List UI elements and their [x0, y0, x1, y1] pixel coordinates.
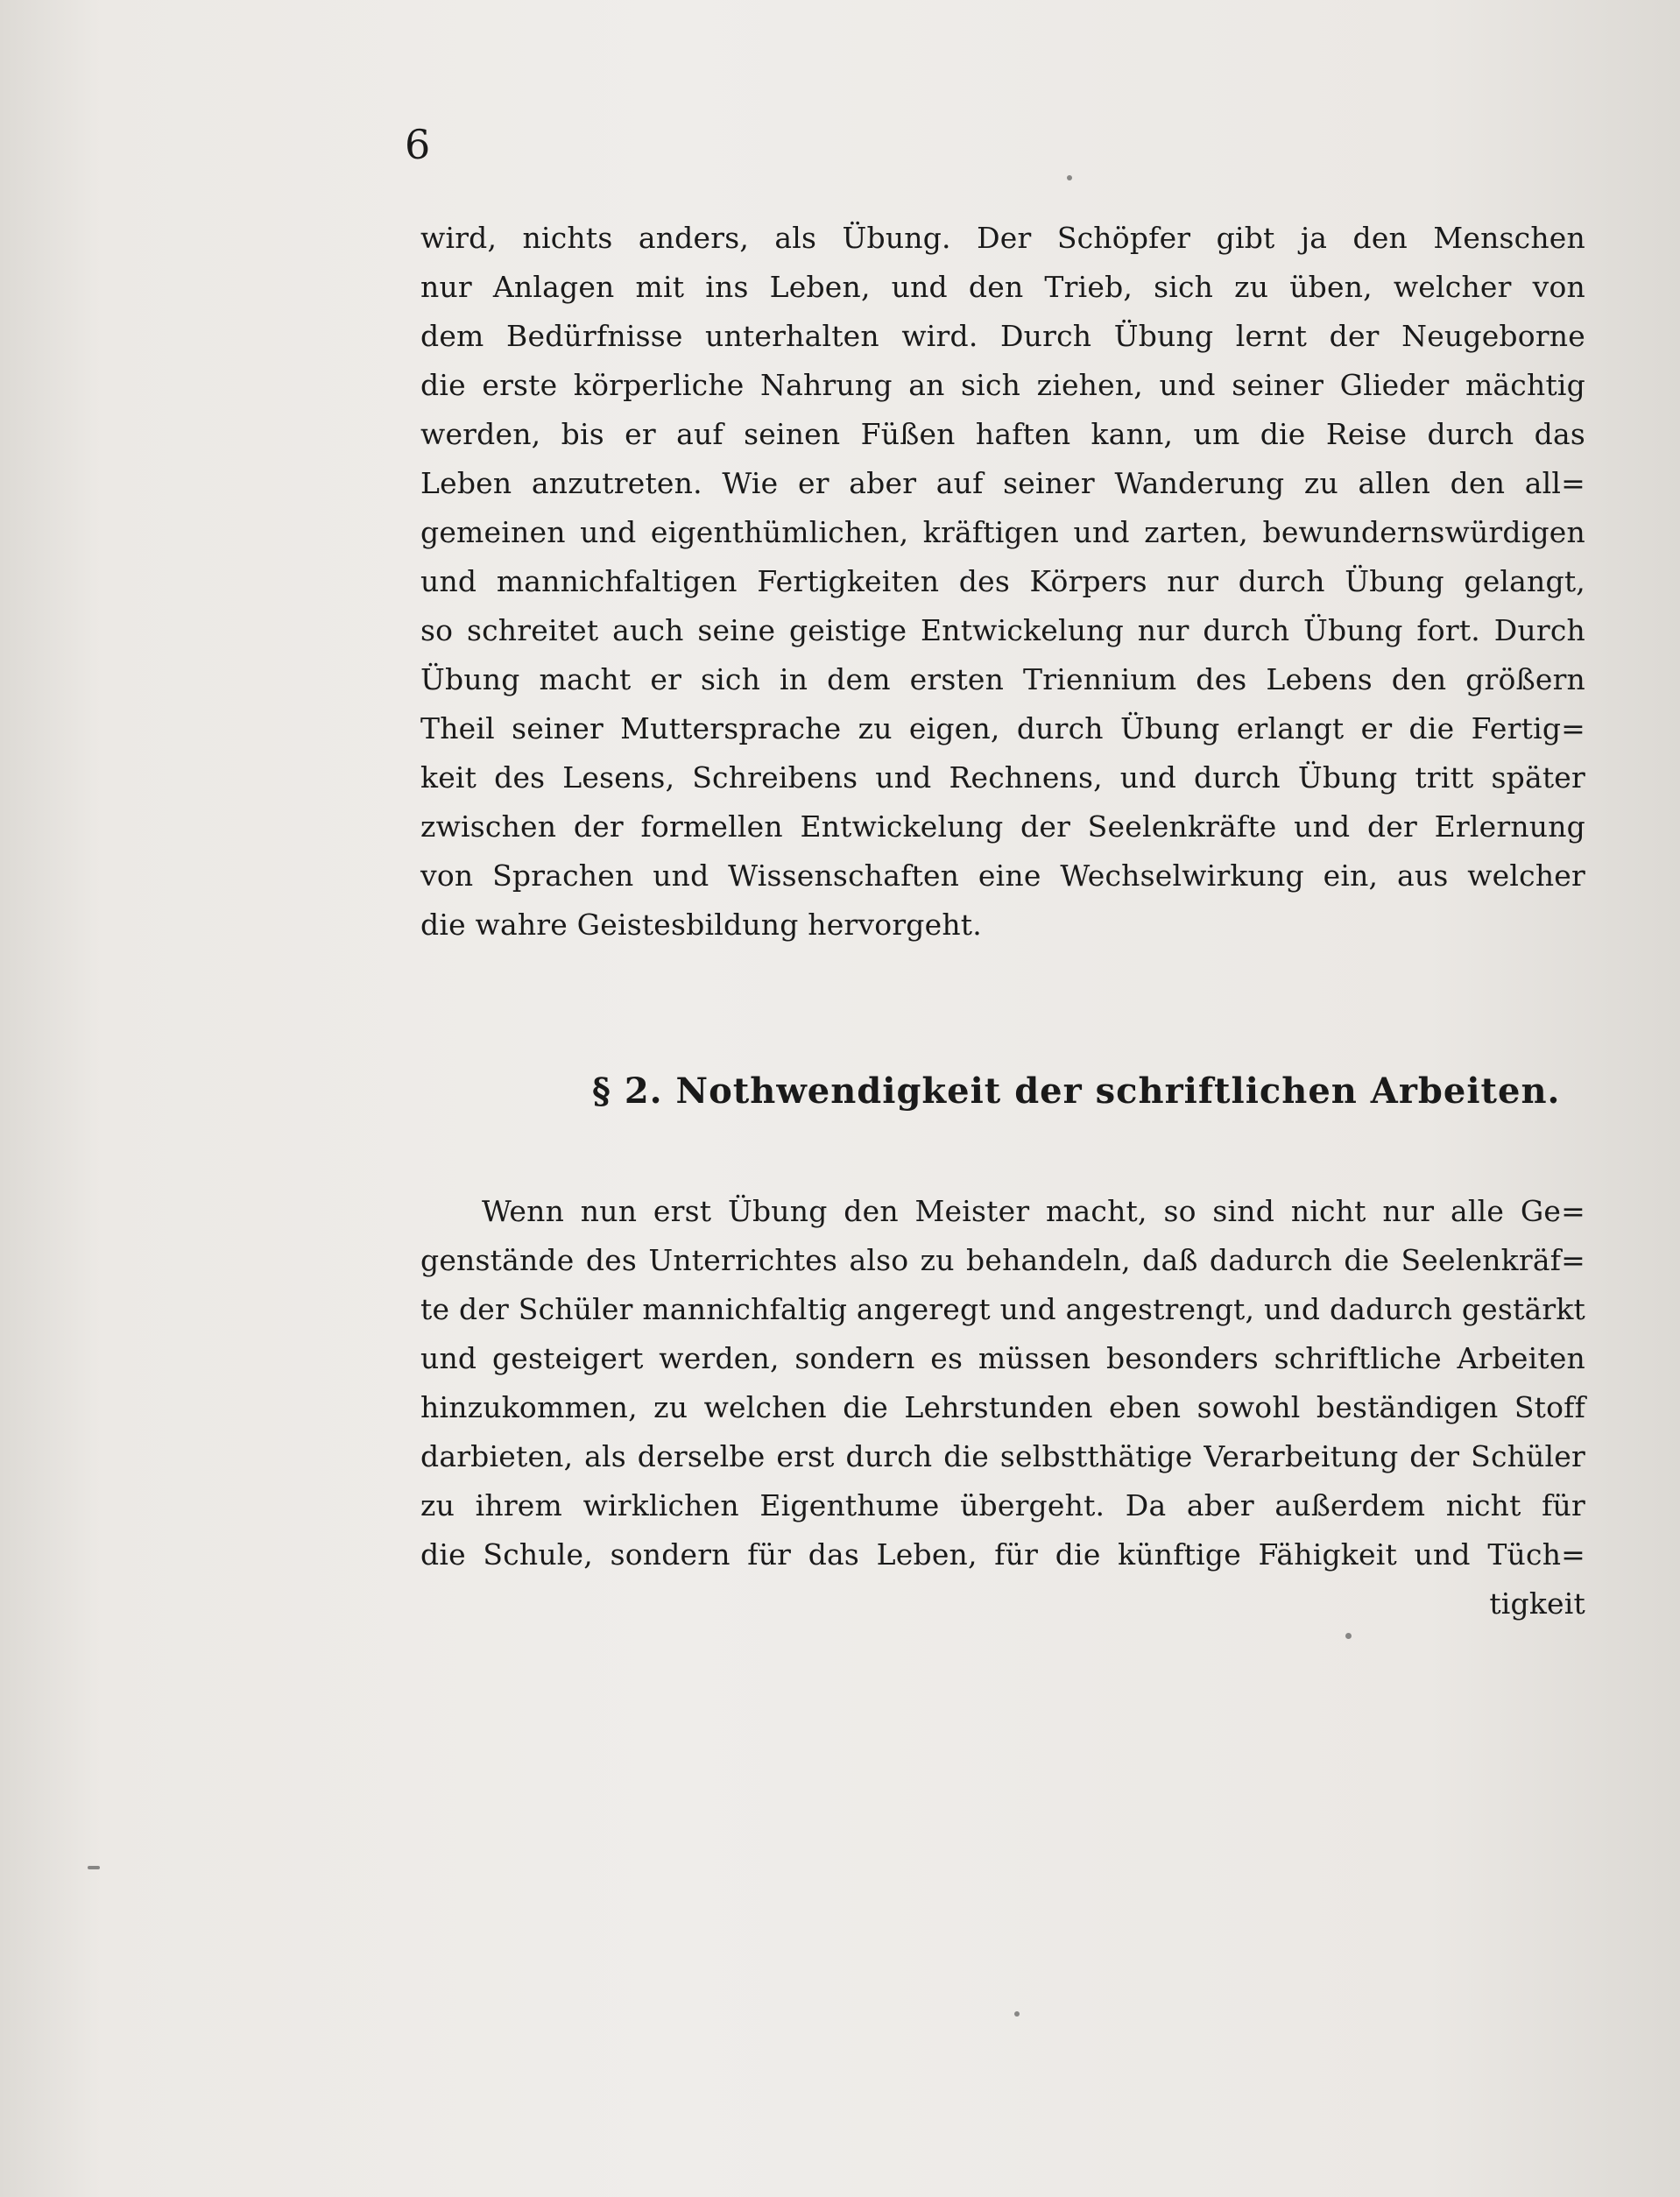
paragraph-1-line: nur Anlagen mit ins Leben, und den Trieb, sich zu üben, welcher von [420, 270, 1585, 304]
section-heading: § 2. Nothwendigkeit der schriftlichen Arbeiten. [592, 1070, 1561, 1112]
paragraph-1-line: Übung macht er sich in dem ersten Triennium des Lebens den größern [420, 662, 1585, 696]
paragraph-1-line: dem Bedürfnisse unterhalten wird. Durch Übung lernt der Neugeborne [420, 319, 1585, 353]
paragraph-1-line: gemeinen und eigenthümlichen, kräftigen und zarten, bewundernswürdigen [420, 515, 1585, 549]
paper-spot [1014, 2011, 1020, 2017]
page-number: 6 [405, 121, 432, 168]
paragraph-1-line: werden, bis er auf seinen Füßen haften kann, um die Reise durch das [420, 417, 1585, 451]
paper-spot [1067, 175, 1072, 180]
paragraph-2-line: und gesteigert werden, sondern es müssen besonders schriftliche Arbeiten [420, 1341, 1585, 1375]
paragraph-1-line: keit des Lesens, Schreibens und Rechnens, und durch Übung tritt später [420, 760, 1585, 795]
paragraph-2-line: darbieten, als derselbe erst durch die selbstthätige Verarbeitung der Schüler [420, 1439, 1585, 1473]
paragraph-1-line: die erste körperliche Nahrung an sich ziehen, und seiner Glieder mächtig [420, 368, 1585, 402]
paragraph-2 [420, 1187, 1585, 1628]
paper-spot [1345, 1633, 1352, 1639]
paragraph-1-line: von Sprachen und Wissenschaften eine Wechselwirkung ein, aus welcher [420, 858, 1585, 893]
paragraph-2-line: te der Schüler mannichfaltig angeregt und angestrengt, und dadurch gestärkt [420, 1292, 1585, 1326]
paragraph-1-line: die wahre Geistesbildung hervorgeht. [420, 908, 982, 942]
paragraph-2-line: Wenn nun erst Übung den Meister macht, so sind nicht nur alle Ge= [482, 1194, 1585, 1228]
paragraph-1-line: so schreitet auch seine geistige Entwickelung nur durch Übung fort. Durch [420, 613, 1585, 647]
paragraph-1-line: zwischen der formellen Entwickelung der Seelenkräfte und der Erlernung [420, 809, 1585, 844]
paragraph-1-line: und mannichfaltigen Fertigkeiten des Körpers nur durch Übung gelangt, [420, 564, 1585, 598]
paper-spot [88, 1866, 100, 1869]
paragraph-1-line: wird, nichts anders, als Übung. Der Schöpfer gibt ja den Menschen [420, 221, 1585, 255]
paragraph-1 [420, 214, 1585, 950]
paragraph-1-line: Leben anzutreten. Wie er aber auf seiner Wanderung zu allen den all= [420, 466, 1585, 500]
paragraph-2-line: die Schule, sondern für das Leben, für die künftige Fähigkeit und Tüch= [420, 1537, 1585, 1572]
paragraph-2-line: genstände des Unterrichtes also zu behandeln, daß dadurch die Seelenkräf= [420, 1243, 1585, 1277]
paragraph-2-line: zu ihrem wirklichen Eigenthume übergeht. Da aber außerdem nicht für [420, 1488, 1585, 1522]
catchword: tigkeit [1489, 1586, 1585, 1621]
paragraph-2-line: hinzukommen, zu welchen die Lehrstunden eben sowohl beständigen Stoff [420, 1390, 1585, 1424]
paragraph-1-line: Theil seiner Muttersprache zu eigen, durch Übung erlangt er die Fertig= [420, 711, 1585, 745]
